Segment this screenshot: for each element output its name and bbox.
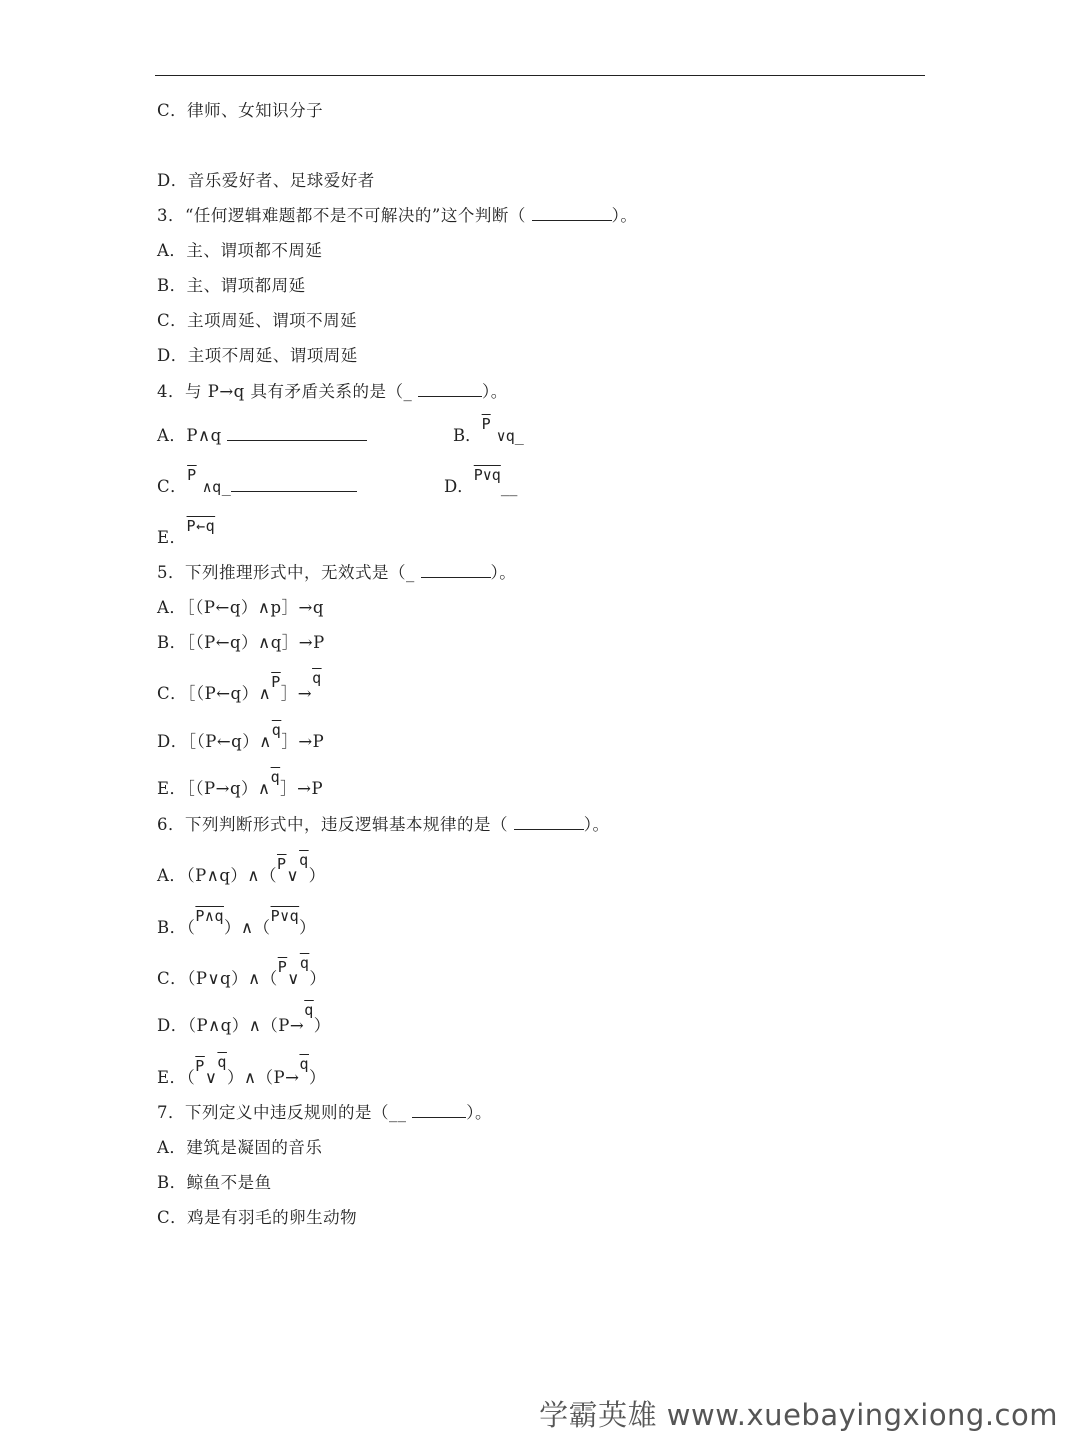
- q6-c-a: C．（P∨q）∧（: [157, 969, 278, 988]
- q6-a-m: ∨: [286, 866, 300, 885]
- q5-c-notq: $\overline{q}$: [312, 669, 322, 687]
- q4-e-expr: P←q: [186, 517, 216, 535]
- q6-text: 6．下列判断形式中，违反逻辑基本规律的是（: [157, 815, 514, 834]
- q6-c-m: ∨: [287, 969, 300, 988]
- q4-b-notp: $\overline{P}$: [481, 415, 491, 433]
- q7-option-c: C．鸡是有羽毛的卵生动物: [157, 1208, 358, 1227]
- q6-e-a: E．（: [157, 1068, 196, 1087]
- question-3: [157, 206, 637, 226]
- q4-c-blank: [231, 477, 357, 492]
- q6-option-b: [157, 907, 317, 938]
- q6-option-a: [157, 851, 326, 886]
- q5-e-b: ］→P: [280, 779, 324, 798]
- q7-blank: [412, 1103, 466, 1118]
- q3-option-b: B．主、谓项都周延: [157, 276, 306, 295]
- q5-option-d: [157, 721, 325, 752]
- q5-c-a: C．［（P←q）∧: [157, 684, 272, 703]
- q4-d-tail: __: [500, 477, 518, 496]
- q6-b-expr1: P∧q: [195, 907, 224, 925]
- q4-blank: [418, 382, 482, 397]
- q3-text: 3．“任何逻辑难题都不是不可解决的”这个判断（: [157, 206, 532, 225]
- watermark: 学霸英雄 www.xuebayingxiong.com: [539, 1398, 1058, 1432]
- question-7: [157, 1103, 492, 1123]
- q5-c-notp: $\overline{P}$: [271, 673, 281, 691]
- q4-end: ）。: [481, 382, 508, 401]
- q4-c-label: C．: [157, 477, 188, 496]
- question-6: [157, 815, 610, 835]
- q6-c-b: ）: [309, 969, 327, 988]
- q6-option-c: [157, 954, 327, 989]
- q4-b-label: B．: [453, 426, 482, 445]
- q6-a-notp: $\overline{P}$: [276, 855, 287, 873]
- q5-text: 5．下列推理形式中，无效式是（_: [157, 563, 421, 582]
- q3-option-c: C．主项周延、谓项不周延: [157, 311, 358, 330]
- q5-d-b: ］→P: [281, 732, 325, 751]
- q5-d-a: D．［（P←q）∧: [157, 732, 272, 751]
- q3-option-d: D．主项不周延、谓项周延: [157, 346, 358, 365]
- q5-d-notq: $\overline{q}$: [271, 721, 282, 739]
- q4-option-d: [444, 466, 518, 497]
- q6-e-n: ）∧（P→: [226, 1068, 300, 1087]
- q6-option-e: [157, 1053, 326, 1088]
- q7-text: 7．下列定义中违反规则的是（__: [157, 1103, 413, 1122]
- q5-option-b: B．［（P←q）∧q］→P: [157, 633, 325, 652]
- q3-end: ）。: [611, 206, 638, 225]
- q6-a-notq: $\overline{q}$: [299, 851, 309, 869]
- q7-option-a: A．建筑是凝固的音乐: [157, 1138, 323, 1157]
- q6-b-expr2: P∨q: [270, 907, 300, 925]
- q3-option-a: A．主、谓项都不周延: [157, 241, 323, 260]
- option-c-lawyer: C．律师、女知识分子: [157, 101, 324, 120]
- q6-c-notp: $\overline{P}$: [277, 958, 288, 976]
- q6-b-m: ）∧（: [223, 918, 271, 937]
- q6-a-a: A．（P∧q）∧（: [157, 866, 277, 885]
- q4-text: 4．与 P→q 具有矛盾关系的是（_: [157, 382, 418, 401]
- q4-b-rest: ∨q_: [496, 427, 524, 445]
- q6-e-b: ）: [308, 1068, 326, 1087]
- q6-d-b: ）: [313, 1016, 331, 1035]
- q6-e-notp: $\overline{P}$: [195, 1057, 205, 1075]
- q3-blank: [532, 206, 612, 221]
- q6-b-b: ）: [299, 918, 317, 937]
- q6-a-b: ）: [308, 866, 326, 885]
- q6-option-d: [157, 1001, 331, 1036]
- q4-a-text: A．P∧q: [157, 426, 228, 445]
- q5-end: ）。: [490, 563, 517, 582]
- q5-e-a: E．［（P→q）∧: [157, 779, 271, 798]
- q5-option-a: A．［（P←q）∧p］→q: [157, 598, 324, 617]
- q6-b-a: B．（: [157, 918, 196, 937]
- q4-d-expr: P∨q: [473, 466, 501, 484]
- q4-c-rest: ∧q_: [202, 478, 232, 496]
- header-rule: [155, 75, 925, 76]
- q6-e-m: ∨: [204, 1068, 218, 1087]
- q4-option-e: [157, 517, 216, 548]
- q6-end: ）。: [583, 815, 610, 834]
- q6-d-a: D．（P∧q）∧（P→: [157, 1016, 305, 1035]
- q4-option-a: [157, 426, 367, 446]
- q7-end: ）。: [466, 1103, 492, 1122]
- q5-c-b: ］→: [280, 684, 313, 703]
- q4-a-blank: [227, 426, 367, 441]
- q4-c-notp: $\overline{P}$: [187, 466, 197, 484]
- q4-d-label: D．: [444, 477, 474, 496]
- q6-e-notq2: $\overline{q}$: [299, 1055, 309, 1073]
- q6-c-notq: $\overline{q}$: [299, 954, 310, 972]
- q6-e-notq: $\overline{q}$: [217, 1053, 227, 1071]
- q4-option-c: [157, 466, 357, 497]
- question-5: [157, 563, 516, 583]
- question-4: [157, 382, 508, 402]
- q4-option-b: [453, 415, 524, 446]
- q5-blank: [421, 563, 491, 578]
- q5-option-e: [157, 768, 324, 799]
- q4-e-label: E．: [157, 528, 187, 547]
- option-d-music: D．音乐爱好者、足球爱好者: [157, 171, 375, 190]
- q6-blank: [514, 815, 584, 830]
- q5-e-notq: $\overline{q}$: [270, 768, 281, 786]
- q7-option-b: B．鲸鱼不是鱼: [157, 1173, 272, 1192]
- q6-d-notq: $\overline{q}$: [304, 1001, 314, 1019]
- q5-option-c: [157, 669, 322, 704]
